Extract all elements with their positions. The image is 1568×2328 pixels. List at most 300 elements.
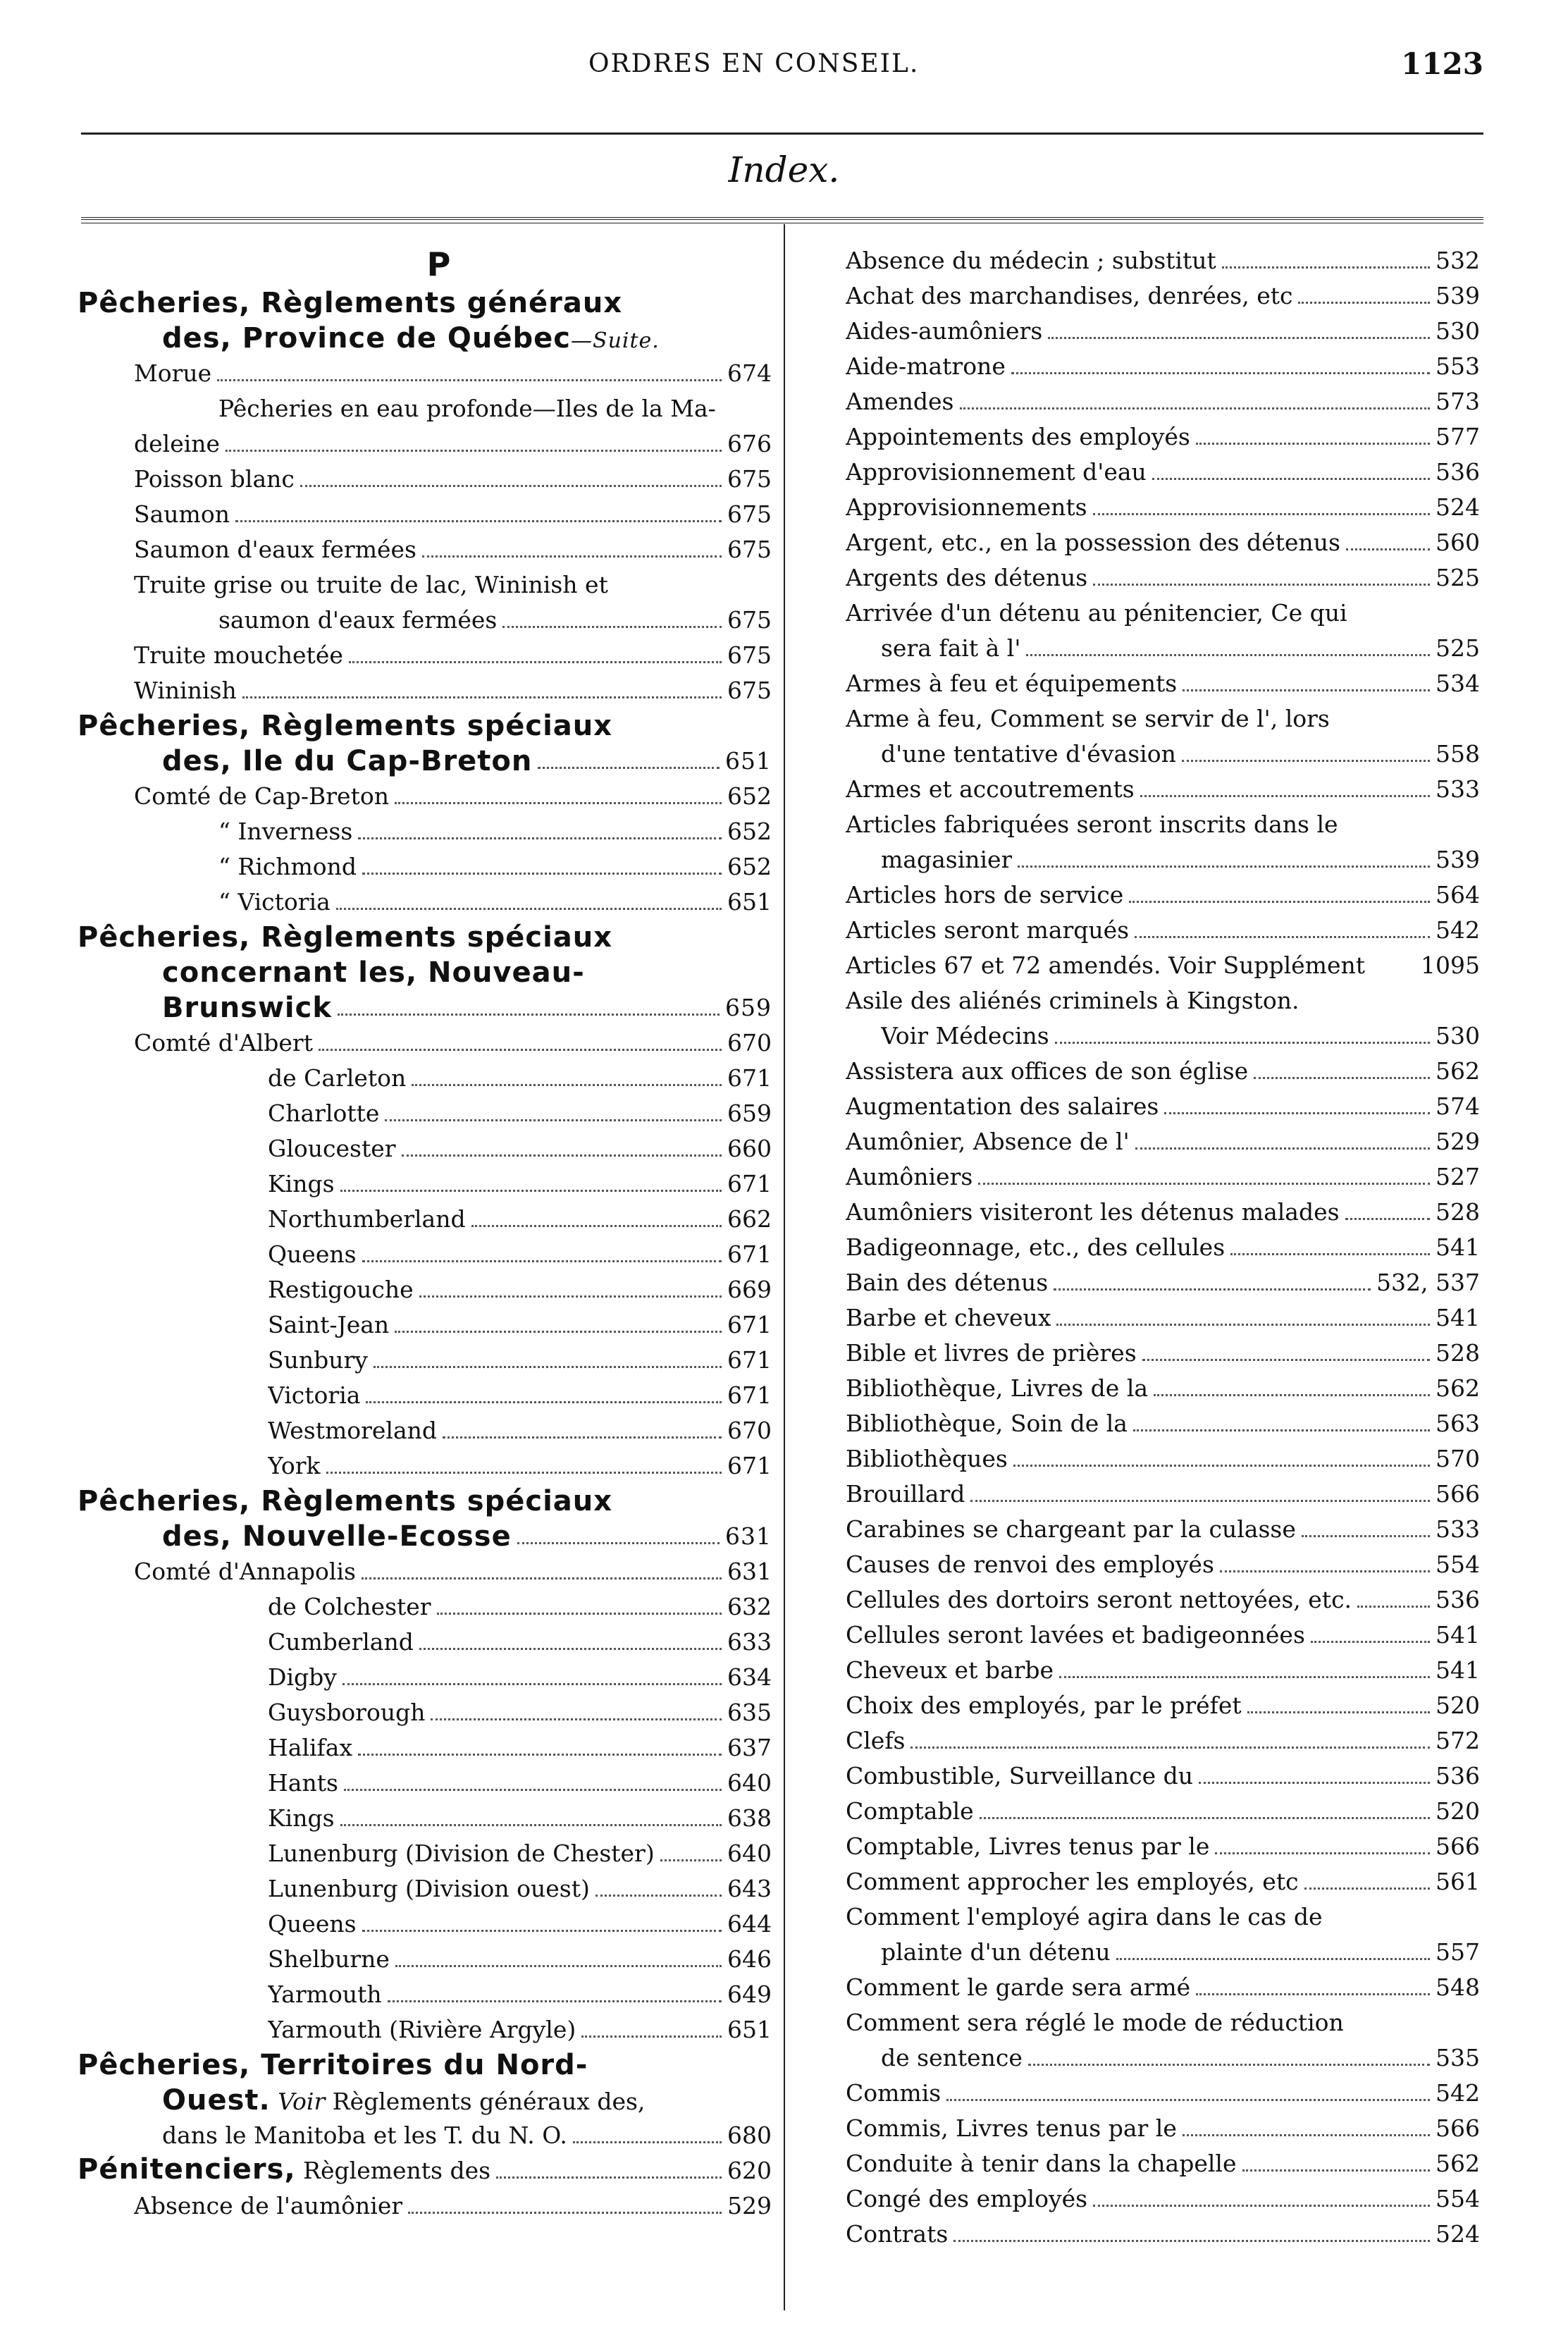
entry-text: Arme à feu, Comment se servir de l', lors [846, 705, 1330, 732]
index-entry [846, 525, 1480, 560]
leader-dots [385, 1119, 722, 1121]
entry-text: Truite mouchetée [134, 641, 343, 669]
leader-dots [402, 1154, 722, 1157]
entry-text: Brouillard [846, 1480, 965, 1508]
index-entry [78, 1766, 772, 1801]
index-entry [846, 419, 1480, 455]
entry-text: Badigeonnage, etc., des cellules [846, 1233, 1226, 1261]
right-column [846, 243, 1480, 2252]
leader-dots [340, 1824, 722, 1826]
leader-dots [226, 450, 722, 452]
entry-text: Kings [268, 1804, 335, 1832]
leader-dots [342, 1683, 722, 1685]
entry-text: Combustible, Surveillance du [846, 1762, 1194, 1790]
leader-dots [496, 2176, 722, 2179]
index-entry [78, 1907, 772, 1942]
entry-text: Queens [268, 1910, 357, 1938]
index-entry [78, 2012, 772, 2047]
page-ref: 542 [1436, 916, 1480, 944]
entry-text: Bible et livres de prières [846, 1339, 1137, 1367]
entry-text: Barbe et cheveux [846, 1304, 1051, 1331]
leader-dots [362, 1930, 722, 1932]
page-ref: 533 [1436, 1515, 1480, 1543]
entry-text: Articles 67 et 72 amendés. Voir Supplément [846, 951, 1365, 979]
index-entry [846, 2040, 1480, 2076]
entry-text: magasinier [881, 846, 1013, 873]
leader-dots [1011, 372, 1430, 374]
entry-text: Articles seront marqués [846, 916, 1130, 944]
entry-text: Conduite à tenir dans la chapelle [846, 2150, 1237, 2177]
page-ref: 532 [1436, 247, 1480, 274]
leader-dots [1183, 689, 1430, 691]
entry-text: Cellules seront lavées et badigeonnées [846, 1621, 1305, 1649]
leader-dots [1311, 1641, 1430, 1643]
page-ref: 541 [1436, 1621, 1480, 1649]
index-entry [846, 877, 1480, 913]
entry-text: Guysborough [268, 1699, 426, 1726]
page-ref: 529 [1436, 1128, 1480, 1155]
entry-text: Comment le garde sera armé [846, 1973, 1191, 2001]
leader-dots [910, 1747, 1430, 1749]
page-ref: 536 [1436, 1762, 1480, 1790]
leader-dots [419, 1295, 722, 1298]
index-entry [846, 560, 1480, 596]
page-ref: 539 [1436, 846, 1480, 873]
page-ref: 675 [727, 677, 772, 704]
entry-text: Comptable [846, 1797, 974, 1825]
index-entry [78, 567, 772, 603]
page-ref: 534 [1436, 670, 1480, 697]
page-ref: 554 [1436, 1551, 1480, 1578]
leader-dots [1220, 1570, 1430, 1572]
leader-dots [437, 1613, 722, 1615]
heading-ne-line-1: Pêcheries, Règlements spéciaux [78, 1485, 613, 1517]
page-ref: 675 [727, 606, 772, 634]
page-ref: 649 [727, 1981, 772, 2008]
entry-text: Halifax [268, 1734, 353, 1761]
entry-text: Comté de Cap-Breton [134, 782, 389, 810]
index-entry [846, 1899, 1480, 1935]
page-ref: 651 [725, 747, 772, 775]
leader-dots [1093, 584, 1430, 586]
leader-dots [340, 1190, 722, 1192]
leader-dots [1182, 760, 1430, 762]
index-entry [846, 1864, 1480, 1899]
entry-text: Aumôniers visiteront les détenus malades [846, 1198, 1340, 1226]
leader-dots [338, 1014, 720, 1016]
entry-text: Pêcheries en eau profonde—Iles de la Ma- [218, 395, 716, 422]
page-ref: 562 [1436, 2150, 1480, 2177]
entry-text: Gloucester [268, 1135, 396, 1162]
heading-territoires-line-2 [78, 2083, 772, 2118]
page-ref: 633 [727, 1628, 772, 1656]
leader-dots [1254, 1077, 1430, 1079]
index-entry [78, 1871, 772, 1907]
index-entry [78, 356, 772, 391]
page-ref: 536 [1436, 458, 1480, 486]
leader-dots [660, 1859, 722, 1861]
leader-dots [573, 2141, 722, 2143]
index-entry [78, 462, 772, 497]
entry-text: Lunenburg (Division ouest) [268, 1875, 590, 1902]
index-entry [846, 1195, 1480, 1230]
leader-dots [1133, 1429, 1430, 1431]
leader-dots [1302, 1535, 1430, 1537]
index-entry [846, 913, 1480, 948]
index-entry [846, 666, 1480, 701]
page-ref: 638 [727, 1804, 772, 1832]
page-ref: 632 [727, 1593, 772, 1620]
entry-text: Commis [846, 2079, 942, 2107]
entry-text: Aumônier, Absence de l' [846, 1128, 1130, 1155]
entry-text: “ Richmond [218, 853, 357, 880]
index-title: Index. [728, 149, 840, 190]
entry-text: Sunbury [268, 1346, 368, 1374]
index-entry [846, 349, 1480, 384]
leader-dots [1018, 866, 1430, 868]
entry-text: sera fait à l' [881, 634, 1021, 662]
index-entry [78, 1166, 772, 1202]
index-entry [846, 1265, 1480, 1300]
entry-text: Augmentation des salaires [846, 1092, 1159, 1120]
entry-text: de Colchester [268, 1593, 431, 1620]
leader-dots [395, 1965, 722, 1967]
index-entry [78, 2118, 772, 2153]
entry-text: Absence du médecin ; substitut [846, 247, 1216, 274]
leader-dots [1028, 2064, 1430, 2066]
heading-nb-line-3 [78, 990, 772, 1026]
leader-dots [980, 1817, 1430, 1819]
index-entry [78, 1977, 772, 2012]
index-entry [78, 1801, 772, 1836]
index-entry [846, 1653, 1480, 1688]
leader-dots [970, 1500, 1430, 1502]
nb-list [78, 1061, 772, 1484]
leader-dots [374, 1366, 722, 1368]
index-entry [846, 1089, 1480, 1124]
leader-dots [419, 1648, 722, 1650]
leader-dots [408, 2212, 722, 2214]
entry-text: Articles fabriquées seront inscrits dans le [846, 811, 1338, 838]
leader-dots [395, 802, 722, 804]
entry-text: Charlotte [268, 1100, 380, 1127]
entry-text: Cellules des dortoirs seront nettoyées, etc. [846, 1586, 1352, 1613]
leader-dots [595, 1895, 722, 1897]
index-entry [846, 1618, 1480, 1653]
entry-text: Bibliothèque, Livres de la [846, 1374, 1149, 1402]
entry-text: dans le Manitoba et les T. du N. O. [162, 2121, 567, 2149]
page-ref: 524 [1436, 2220, 1480, 2248]
section-letter: P [426, 245, 451, 283]
page-ref: 541 [1436, 1304, 1480, 1331]
entry-text: Clefs [846, 1727, 906, 1754]
leader-dots [1164, 1112, 1430, 1114]
page-ref: 1095 [1421, 951, 1480, 979]
page-ref: 651 [727, 2016, 772, 2043]
leader-dots [1142, 1359, 1430, 1361]
index-entry [846, 983, 1480, 1018]
page-ref: 675 [727, 465, 772, 493]
page-ref: 524 [1436, 493, 1480, 521]
entry-text: Victoria [268, 1381, 361, 1409]
leader-dots [978, 1183, 1430, 1185]
page-ref: 562 [1436, 1374, 1480, 1402]
page-ref: 671 [727, 1064, 772, 1092]
page-ref: 541 [1436, 1233, 1480, 1261]
quebec-list [78, 356, 772, 708]
entry-text: Comté d'Albert [134, 1029, 313, 1057]
penitenciers-list [846, 243, 1480, 2252]
leader-dots [1199, 1782, 1430, 1784]
index-entry [846, 2217, 1480, 2252]
leader-dots [1013, 1465, 1430, 1467]
index-entry [78, 426, 772, 462]
leader-dots [1048, 337, 1430, 339]
page-ref: 670 [727, 1417, 772, 1444]
index-entry [78, 814, 772, 849]
index-entry [78, 1625, 772, 1660]
entry-text: d'une tentative d'évasion [881, 740, 1176, 768]
index-entry [78, 497, 772, 532]
index-entry [846, 1159, 1480, 1195]
page-ref: 620 [727, 2157, 772, 2184]
leader-dots [1247, 1711, 1430, 1713]
page-ref: 670 [727, 1029, 772, 1057]
leader-dots [1059, 1676, 1430, 1678]
page-ref: 532, 537 [1376, 1269, 1480, 1296]
index-entry [846, 1547, 1480, 1582]
page-ref: 676 [727, 430, 772, 457]
leader-dots [960, 407, 1431, 409]
index-entry [78, 849, 772, 885]
running-title: ORDRES EN CONSEIL. [588, 49, 920, 78]
page-ref: 643 [727, 1875, 772, 1902]
entry-text: Northumberland [268, 1205, 466, 1233]
page-ref: 671 [727, 1381, 772, 1409]
entry-text: deleine [134, 430, 221, 457]
heading-nb-line-1: Pêcheries, Règlements spéciaux [78, 921, 613, 954]
page-ref: 520 [1436, 1797, 1480, 1825]
index-entry [846, 1124, 1480, 1159]
entry-text: Comptable, Livres tenus par le [846, 1833, 1210, 1860]
entry-text: Articles hors de service [846, 881, 1124, 909]
index-entry [78, 779, 772, 814]
page-ref: 542 [1436, 2079, 1480, 2107]
entry-text: Saint-Jean [268, 1311, 390, 1338]
page-ref: 533 [1436, 775, 1480, 803]
leader-dots [471, 1225, 722, 1227]
page-ref: 577 [1436, 423, 1480, 450]
page-ref: 570 [1436, 1445, 1480, 1472]
leader-dots [1055, 1042, 1430, 1044]
page-ref: 675 [727, 536, 772, 563]
page-ref: 652 [727, 853, 772, 880]
leader-dots [1304, 1887, 1430, 1890]
entry-text: Truite grise ou truite de lac, Wininish et [134, 571, 608, 598]
leader-dots [1242, 2169, 1430, 2172]
heading-ne-text: des, Nouvelle-Ecosse [162, 1520, 512, 1553]
page-ref: 562 [1436, 1057, 1480, 1085]
entry-text: Bain des détenus [846, 1269, 1049, 1296]
page-ref: 631 [727, 1558, 772, 1585]
leader-dots [946, 2099, 1430, 2101]
entry-text: York [268, 1452, 321, 1479]
leader-dots [349, 661, 722, 663]
entry-text: Aides-aumôniers [846, 317, 1043, 345]
index-entry [78, 603, 772, 638]
entry-text: Commis, Livres tenus par le [846, 2114, 1177, 2142]
index-entry [846, 1688, 1480, 1723]
index-entry [78, 1942, 772, 1977]
leader-dots [358, 837, 722, 839]
index-entry [78, 673, 772, 708]
heading-capbreton-line-1: Pêcheries, Règlements spéciaux [78, 710, 613, 742]
page-ref: 525 [1436, 634, 1480, 662]
page-ref: 646 [727, 1945, 772, 1973]
leader-dots [1230, 1253, 1430, 1255]
leader-dots [1215, 1852, 1430, 1854]
leader-dots [300, 485, 722, 487]
entry-text: Bibliothèque, Soin de la [846, 1410, 1128, 1437]
index-entry [846, 1970, 1480, 2005]
heading-penitenciers [78, 2153, 772, 2188]
index-entry [846, 314, 1480, 349]
entry-text: Absence de l'aumônier [134, 2192, 403, 2219]
page-ref: 530 [1436, 1022, 1480, 1049]
page-ref: 536 [1436, 1586, 1480, 1613]
entry-text: Amendes [846, 388, 954, 415]
index-entry [78, 532, 772, 567]
entry-text: Morue [134, 359, 212, 387]
page-ref: 659 [727, 1100, 772, 1127]
index-entry [78, 2188, 772, 2224]
leader-dots [431, 1718, 722, 1720]
page-ref: 675 [727, 500, 772, 528]
index-entry [78, 1448, 772, 1484]
leader-dots [1135, 936, 1430, 938]
index-entry [846, 1512, 1480, 1547]
page-ref: 680 [727, 2121, 772, 2149]
leader-dots [362, 1260, 722, 1262]
entry-text: Voir Médecins [881, 1022, 1049, 1049]
page-ref: 557 [1436, 1938, 1480, 1966]
entry-text: Approvisionnement d'eau [846, 458, 1147, 486]
leader-dots [388, 2000, 722, 2002]
page-ref: 652 [727, 818, 772, 845]
index-entry [78, 1272, 772, 1307]
index-entry [846, 243, 1480, 278]
leader-dots [395, 1331, 722, 1333]
heading-suite: —Suite. [571, 328, 660, 353]
entry-text: Comment sera réglé le mode de réduction [846, 2009, 1344, 2036]
index-entry [846, 1477, 1480, 1512]
leader-dots [1093, 513, 1430, 515]
index-entry [846, 1582, 1480, 1618]
index-entry [78, 1237, 772, 1272]
page-ref: 520 [1436, 1692, 1480, 1719]
entry-text: Lunenburg (Division de Chester) [268, 1840, 655, 1867]
leader-dots [319, 1049, 722, 1051]
page-ref: 553 [1436, 352, 1480, 380]
heading-territoires-text: Ouest. [162, 2084, 271, 2117]
page-ref: 637 [727, 1734, 772, 1761]
entry-text: Causes de renvoi des employés [846, 1551, 1214, 1578]
page-ref: 640 [727, 1769, 772, 1797]
entry-text: Arrivée d'un détenu au pénitencier, Ce qui [846, 599, 1347, 627]
page-header [70, 49, 1498, 92]
page-ref: 554 [1436, 2185, 1480, 2212]
voir-ref: Voir [278, 2088, 326, 2115]
leader-dots [1026, 654, 1430, 656]
page-ref: 644 [727, 1910, 772, 1938]
entry-text: Asile des aliénés criminels à Kingston. [846, 987, 1300, 1014]
index-entry [78, 638, 772, 673]
index-entry [78, 1589, 772, 1625]
entry-text: Contrats [846, 2220, 949, 2248]
leader-dots [1093, 2205, 1430, 2207]
page-ref: 572 [1436, 1727, 1480, 1754]
leader-dots [217, 379, 722, 381]
header-rule [81, 133, 1483, 135]
index-entry [846, 2146, 1480, 2181]
heading-quebec-line-2 [78, 321, 772, 356]
page-ref: 558 [1436, 740, 1480, 768]
entry-text: Règlements généraux des, [332, 2088, 646, 2115]
index-entry [846, 1054, 1480, 1089]
entry-text: Poisson blanc [134, 465, 295, 493]
index-entry [846, 278, 1480, 314]
entry-text: Congé des employés [846, 2185, 1088, 2212]
index-entry [78, 1131, 772, 1166]
page-ref: 651 [727, 888, 772, 916]
page-ref: 525 [1436, 564, 1480, 591]
page-ref: 671 [727, 1240, 772, 1268]
entry-text: Westmoreland [268, 1417, 438, 1444]
heading-nb-line-2: concernant les, Nouveau- [162, 956, 585, 989]
page-ref: 563 [1436, 1410, 1480, 1437]
leader-dots [538, 767, 720, 769]
index-entry [846, 1794, 1480, 1829]
page-ref: 675 [727, 641, 772, 669]
leader-dots [1140, 795, 1430, 797]
heading-quebec-line-1: Pêcheries, Règlements généraux [78, 287, 623, 319]
entry-text: Restigouche [268, 1276, 414, 1303]
page-ref: 634 [727, 1663, 772, 1691]
index-entry [846, 807, 1480, 842]
leader-dots [336, 908, 722, 910]
entry-text: Saumon [134, 500, 230, 528]
page-ref: 640 [727, 1840, 772, 1867]
page-number: 1123 [1401, 47, 1483, 81]
entry-text: Yarmouth (Rivière Argyle) [268, 2016, 576, 2043]
entry-text: Aumôniers [846, 1163, 973, 1190]
entry-text: Carabines se chargeant par la culasse [846, 1515, 1296, 1543]
entry-text: de Carleton [268, 1064, 407, 1092]
entry-text: Wininish [134, 677, 237, 704]
entry-text: plainte d'un détenu [881, 1938, 1111, 1966]
index-entry [846, 701, 1480, 737]
leader-dots [1054, 1288, 1371, 1291]
entry-text: Hants [268, 1769, 338, 1797]
page-ref: 529 [727, 2192, 772, 2219]
entry-text: Choix des employés, par le préfet [846, 1692, 1242, 1719]
entry-text: Kings [268, 1170, 335, 1197]
entry-text: Appointements des employés [846, 423, 1190, 450]
entry-text: Saumon d'eaux fermées [134, 536, 416, 563]
index-entry [846, 1759, 1480, 1794]
leader-dots [1345, 1218, 1430, 1220]
page-ref: 541 [1436, 1656, 1480, 1684]
